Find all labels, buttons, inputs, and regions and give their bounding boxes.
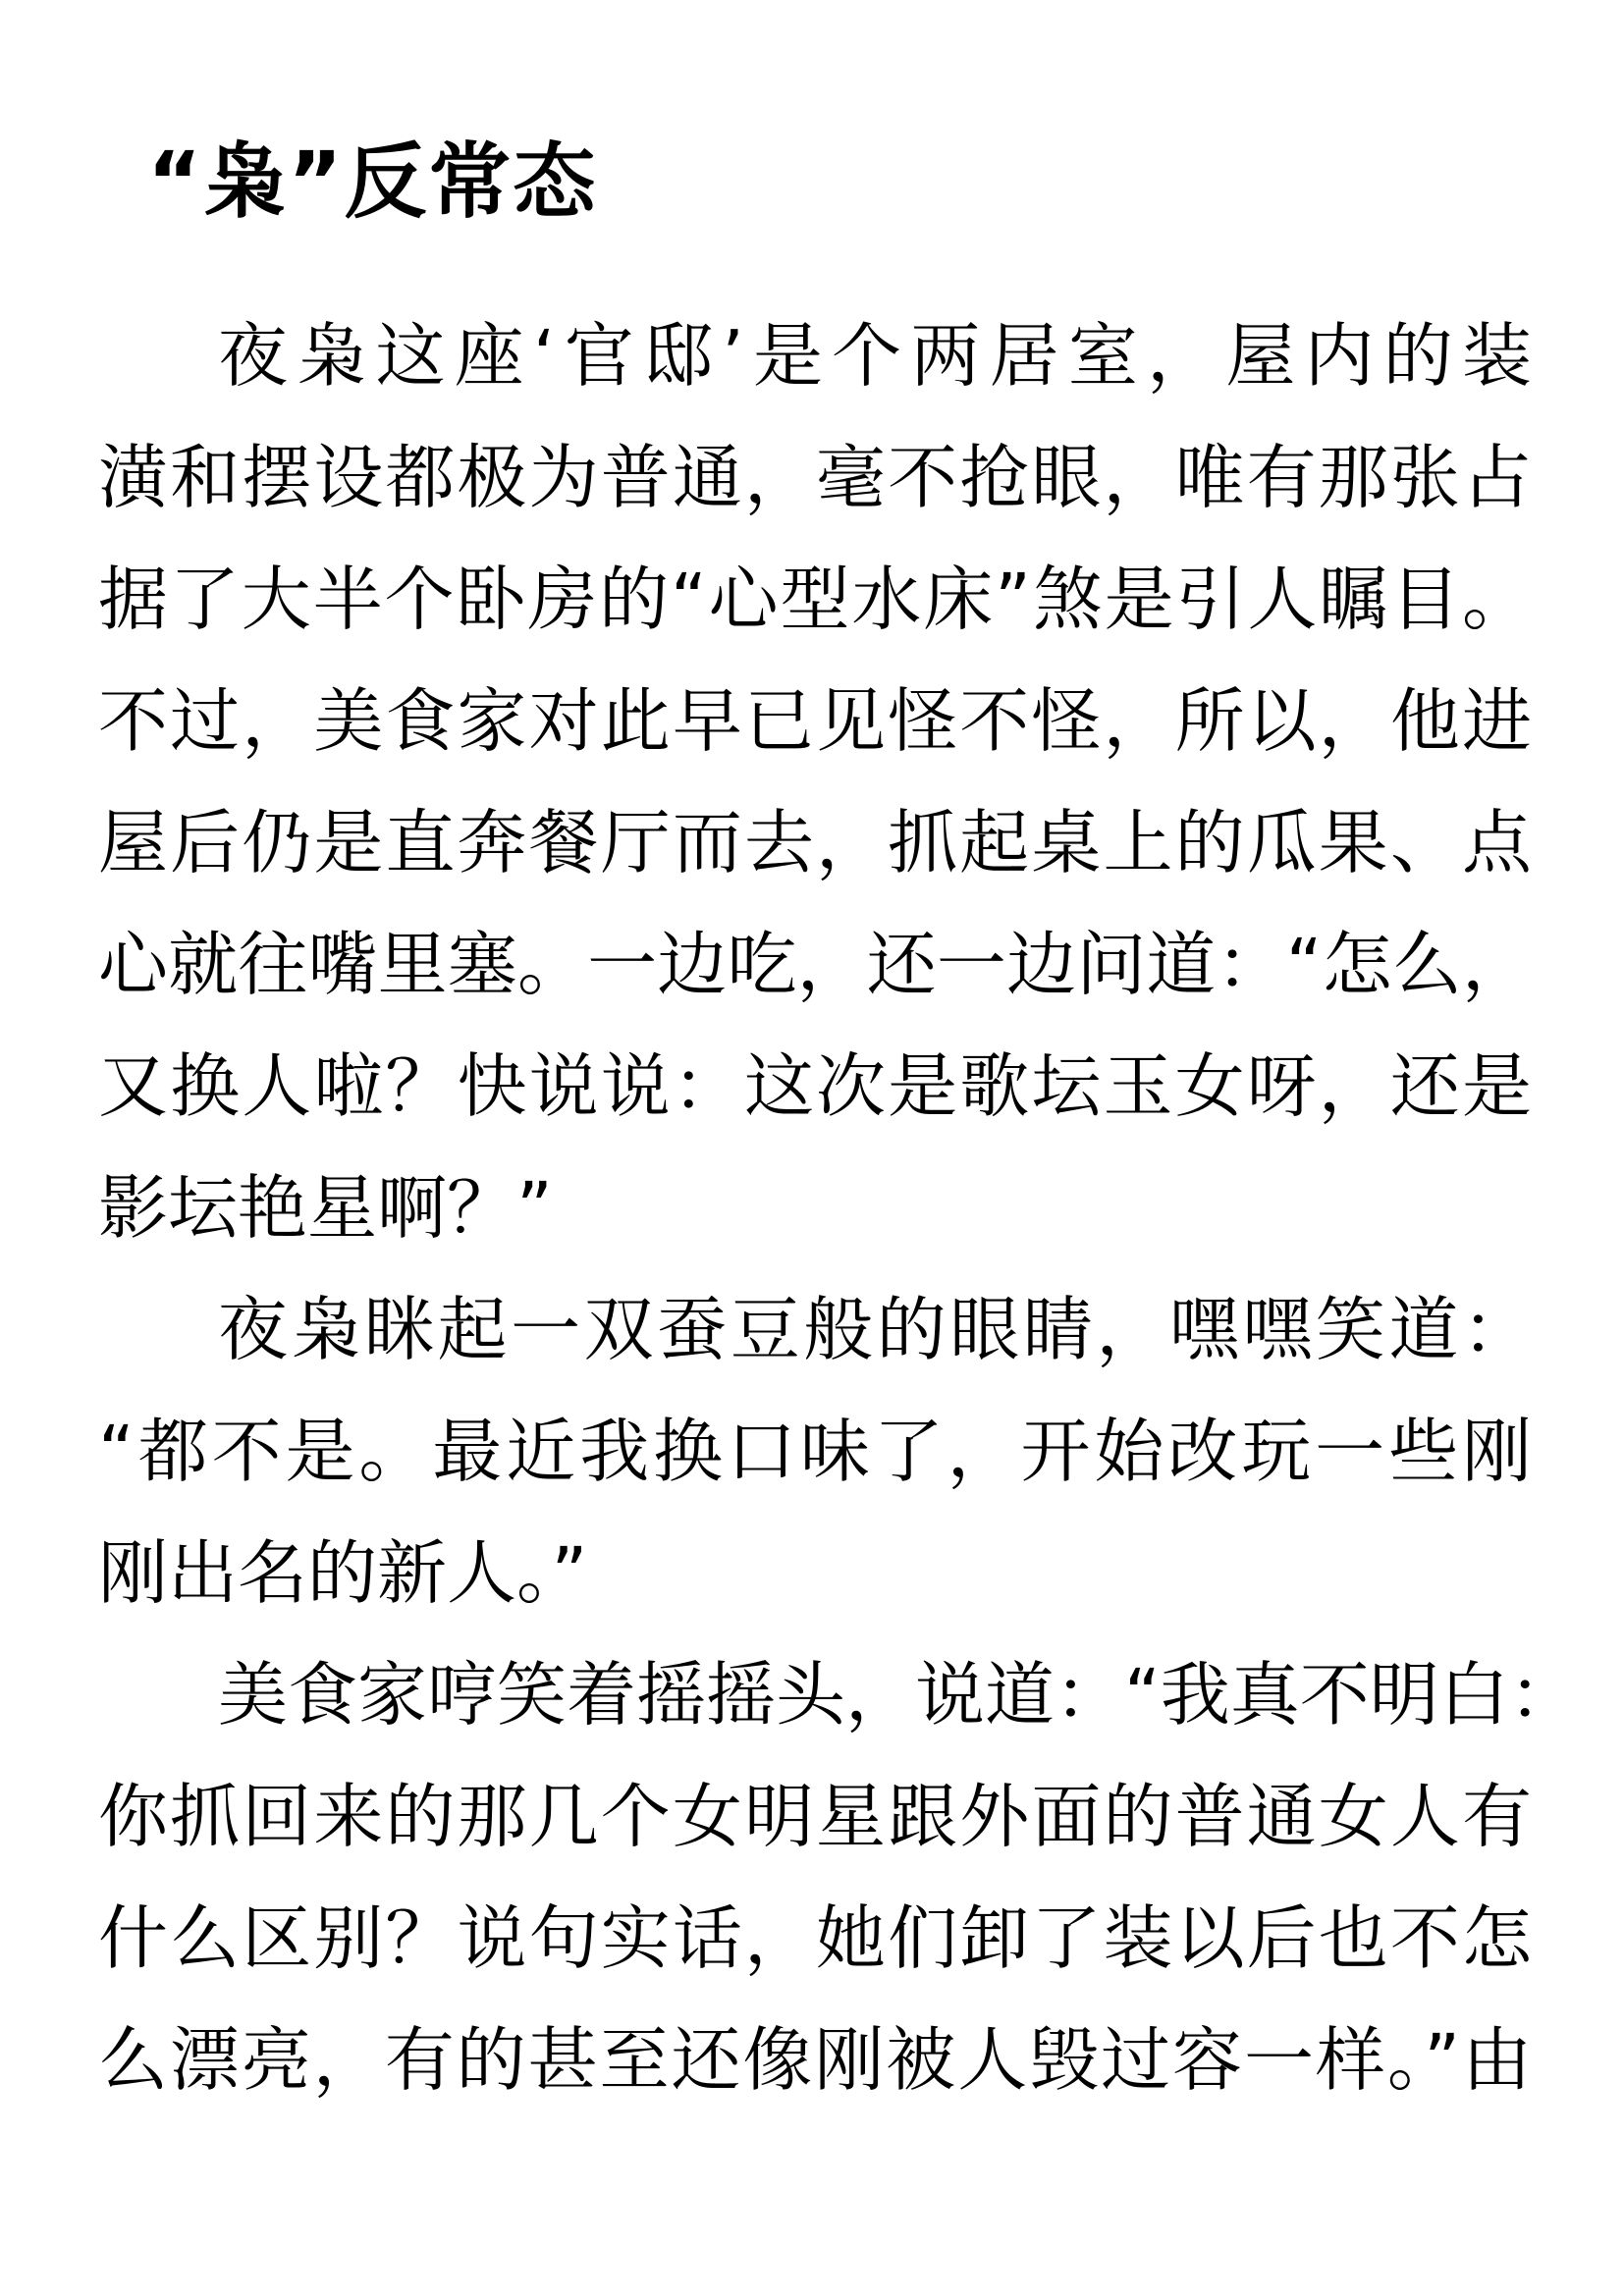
paragraph-line: 不过，美食家对此早已见怪不怪，所以，他进 [98, 680, 1532, 762]
paragraph-line: 屋后仍是直奔餐厅而去，抓起桌上的瓜果、点 [98, 802, 1532, 883]
paragraph-line: 什么区别？说句实话，她们卸了装以后也不怎 [98, 1897, 1532, 1979]
paragraph-line: 影坛艳星啊？” [98, 1167, 553, 1249]
chapter-title: “枭”反常态 [147, 133, 598, 230]
paragraph-line: 心就往嘴里塞。一边吃，还一边问道：“怎么， [98, 924, 1532, 1005]
paragraph-line: 潢和摆设都极为普通，毫不抢眼，唯有那张占 [98, 437, 1532, 518]
paragraph-line: 美食家哼笑着摇摇头，说道：“我真不明白： [218, 1654, 1579, 1735]
paragraph-line: 刚出名的新人。” [98, 1532, 588, 1614]
paragraph-line: 又换人啦？快说说：这次是歌坛玉女呀，还是 [98, 1045, 1532, 1127]
paragraph-line: 夜枭眯起一双蚕豆般的眼睛，嘿嘿笑道： [218, 1289, 1532, 1370]
paragraph-line: 据了大半个卧房的“心型水床”煞是引人瞩目。 [98, 559, 1532, 640]
paragraph-line: “都不是。最近我换口味了，开始改玩一些刚 [98, 1411, 1532, 1492]
paragraph-line: 夜枭这座‘官邸’是个两居室，屋内的装 [218, 315, 1532, 397]
paragraph-line: 么漂亮，有的甚至还像刚被人毁过容一样。”由 [98, 2019, 1532, 2101]
paragraph-line: 你抓回来的那几个女明星跟外面的普通女人有 [98, 1776, 1532, 1857]
